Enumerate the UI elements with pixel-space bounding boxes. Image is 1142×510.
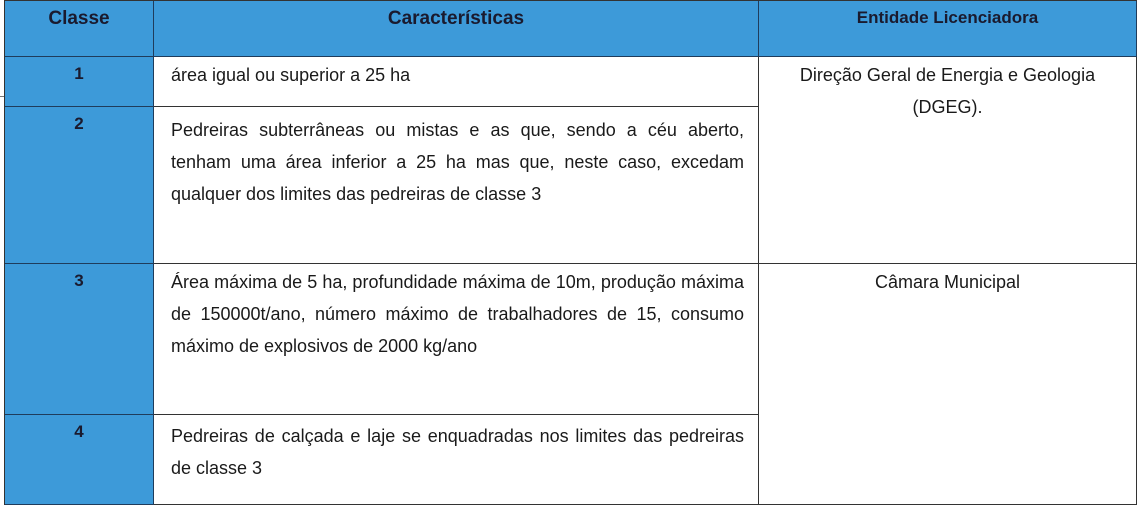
header-classe-label: Classe <box>48 8 110 29</box>
entity-camara-text: Câmara Municipal <box>874 272 1021 292</box>
row-4-caracteristicas-text: Pedreiras de calçada e laje se enquadradas nos limites das pedreiras de classe 3 <box>171 426 744 478</box>
row-1-caracteristicas-text: área igual ou superior a 25 ha <box>171 65 411 85</box>
entity-dgeg-text: Direção Geral de Energia e Geologia (DGEG). <box>799 65 1096 117</box>
row-3-caracteristicas-text: Área máxima de 5 ha, profundidade máxima de 10m, produção máxima de 150000t/ano, número máximo de trabalhadores de 15, consumo máximo de explosivos de 2000 kg/ano <box>171 272 744 356</box>
row-2-classe-label: 2 <box>74 114 84 133</box>
row-2-caracteristicas <box>154 107 759 264</box>
row-4-classe <box>5 415 154 505</box>
header-caracteristicas-label: Características <box>387 8 525 29</box>
header-entidade <box>759 1 1137 57</box>
header-classe <box>5 1 154 57</box>
row-1-classe <box>5 57 154 107</box>
entity-camara <box>759 264 1137 505</box>
row-4-classe-label: 4 <box>74 422 84 441</box>
row-4-caracteristicas <box>154 415 759 505</box>
header-entidade-label: Entidade Licenciadora <box>856 8 1039 27</box>
margin-tick <box>0 96 4 97</box>
row-3-classe <box>5 264 154 415</box>
row-2-caracteristicas-text: Pedreiras subterrâneas ou mistas e as que, sendo a céu aberto, tenham uma área inferior a 25 ha mas que, neste caso, excedam qualquer dos limites das pedreiras de classe 3 <box>171 120 744 204</box>
row-1-classe-label: 1 <box>74 64 84 83</box>
entity-dgeg <box>759 57 1137 264</box>
row-2-classe <box>5 107 154 264</box>
row-1-caracteristicas <box>154 57 759 107</box>
header-caracteristicas <box>154 1 759 57</box>
row-3-classe-label: 3 <box>74 271 84 290</box>
row-3-caracteristicas <box>154 264 759 415</box>
